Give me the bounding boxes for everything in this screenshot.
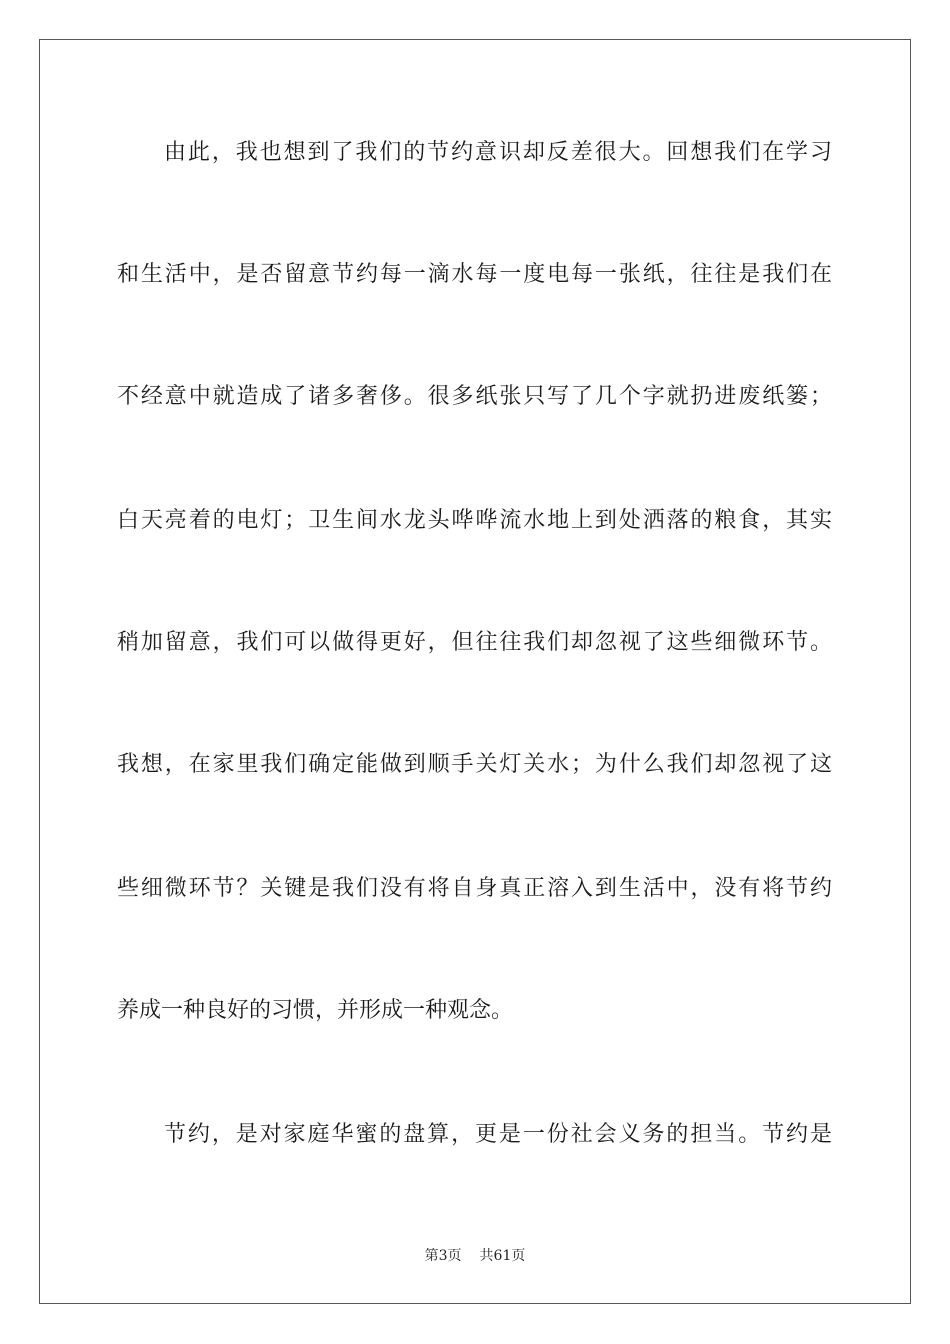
paragraph-line: 由此，我也想到了我们的节约意识却反差很大。回想我们在学习 <box>164 140 832 165</box>
paragraph-line: 养成一种良好的习惯，并形成一种观念。 <box>117 998 514 1023</box>
paragraph-line: 和生活中，是否留意节约每一滴水每一度电每一张纸，往往是我们在 <box>117 262 832 287</box>
paragraph-line: 稍加留意，我们可以做得更好，但往往我们却忽视了这些细微环节。 <box>117 630 832 655</box>
paragraph-line: 些细微环节？关键是我们没有将自身真正溶入到生活中，没有将节约 <box>117 876 832 901</box>
page-frame <box>39 39 911 1304</box>
page-total: 共61页 <box>479 1248 526 1264</box>
paragraph-line: 我想，在家里我们确定能做到顺手关灯关水；为什么我们却忽视了这 <box>117 752 832 777</box>
paragraph-line: 白天亮着的电灯；卫生间水龙头哗哗流水地上到处洒落的粮食，其实 <box>117 508 832 533</box>
page-footer <box>0 1246 950 1266</box>
paragraph-line: 节约，是对家庭华蜜的盘算，更是一份社会义务的担当。节约是 <box>164 1122 832 1147</box>
page-number: 第3页 <box>424 1248 462 1264</box>
paragraph-line: 不经意中就造成了诸多奢侈。很多纸张只写了几个字就扔进废纸篓； <box>117 384 832 409</box>
